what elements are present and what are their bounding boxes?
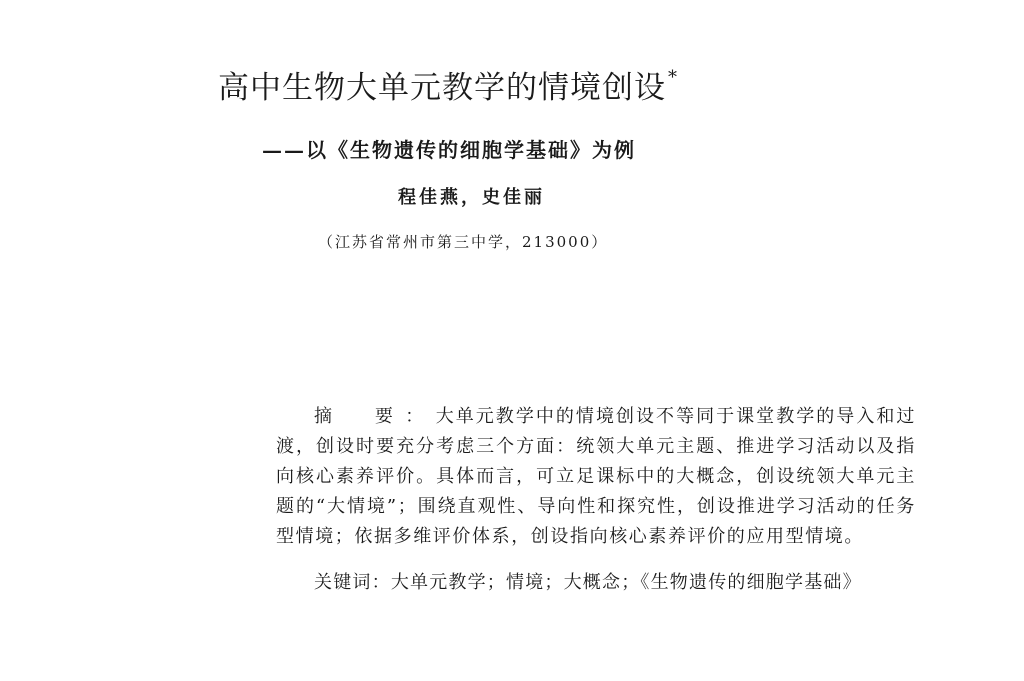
abstract-label: 摘 要：: [314, 406, 436, 427]
keywords-line: [314, 568, 862, 598]
paper-authors: 程佳燕，史佳丽: [398, 187, 545, 208]
abstract-text: 大单元教学中的情境创设不等同于课堂教学的导入和过渡，创设时要充分考虑三个方面：统领大单元主题、推进学习活动以及指向核心素养评价。具体而言，可立足课标中的大概念，创设统领大单元主题的“大情境”；围绕直观性、导向性和探究性，创设推进学习活动的任务型情境；依据多维评价体系，创设指向核心素养评价的应用型情境。: [276, 406, 916, 547]
author-affiliation: （江苏省常州市第三中学，213000）: [318, 233, 609, 251]
paper-title-text: 高中生物大单元教学的情境创设: [218, 70, 666, 106]
title-footnote-mark: *: [668, 66, 678, 88]
paper-title: [218, 62, 678, 107]
paper-subtitle: ——以《生物遗传的细胞学基础》为例: [262, 138, 636, 162]
abstract-paragraph: [276, 402, 916, 552]
keywords-text: 大单元教学；情境；大概念；《生物遗传的细胞学基础》: [390, 572, 862, 593]
keywords-label: 关键词：: [314, 572, 391, 593]
